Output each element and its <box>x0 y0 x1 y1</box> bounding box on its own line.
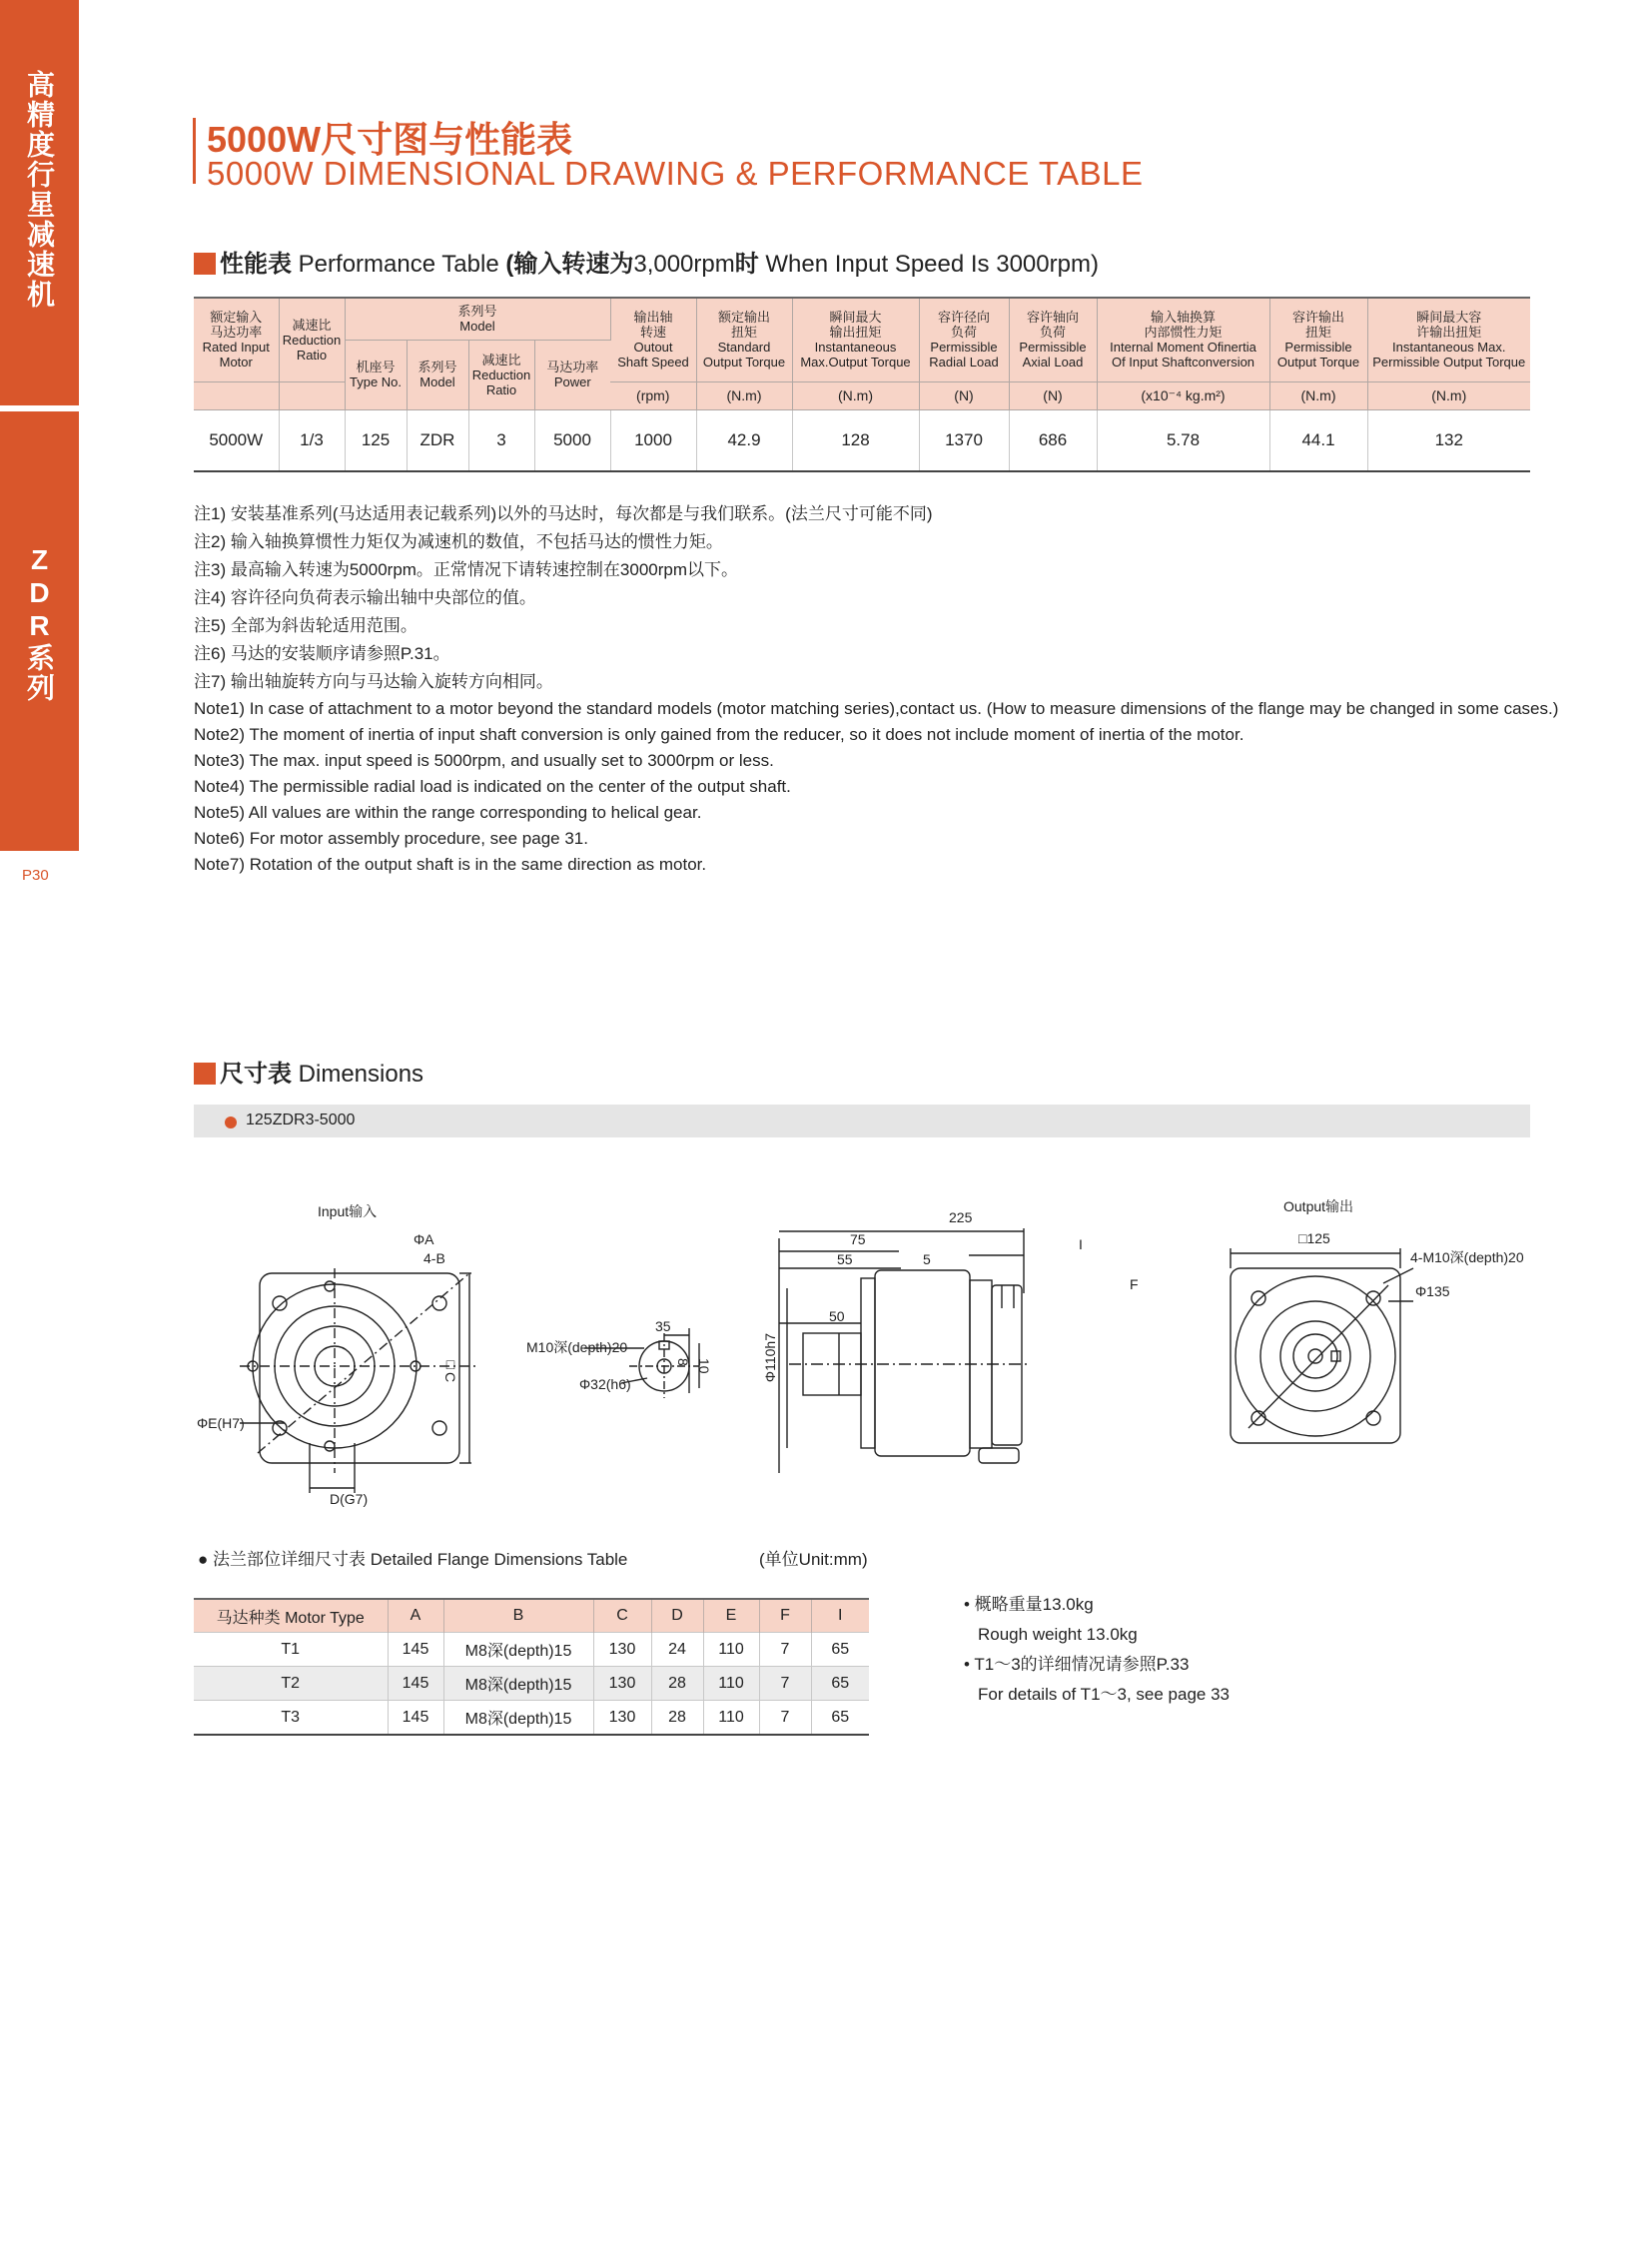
weight-notes <box>964 1590 1230 1710</box>
cell-reduction: 3 <box>468 409 534 471</box>
flange-cell: T3 <box>194 1701 388 1736</box>
sidebar-series-text: 高精度行星减速机 <box>24 70 55 310</box>
weight-en: Rough weight 13.0kg <box>978 1625 1138 1644</box>
flange-cell: 7 <box>759 1701 811 1736</box>
flange-cell: T1 <box>194 1633 388 1667</box>
flange-table-title: ● 法兰部位详细尺寸表 Detailed Flange Dimensions Table <box>198 1550 628 1569</box>
unit-permissible: (N.m) <box>1269 381 1367 409</box>
flange-cell: 65 <box>811 1667 869 1701</box>
note-line: 注6) 马达的安装顺序请参照P.31。 <box>194 644 450 663</box>
page-number: P30 <box>22 867 49 884</box>
unit-blank-1 <box>194 381 279 409</box>
dimensions-section-title: 尺寸表 Dimensions <box>194 1054 423 1089</box>
header-axial-load: 容许轴向 负荷 Permissible Axial Load <box>1009 298 1097 381</box>
cell-max: 132 <box>1434 429 1463 449</box>
weight-cn: • 概略重量13.0kg <box>964 1595 1094 1614</box>
unit-blank-2 <box>279 381 345 409</box>
note-line: Note7) Rotation of the output shaft is in the same direction as motor. <box>194 855 707 874</box>
note-line: Note1) In case of attachment to a motor beyond the standard models (motor matching series),contact us. (How to measure dimensions of the flange may be changed in some cases.) <box>194 699 1559 718</box>
flange-cell: T2 <box>194 1667 388 1701</box>
flange-header: D <box>651 1599 703 1633</box>
flange-cell: 65 <box>811 1633 869 1667</box>
performance-section-title: 性能表 Performance Table (输入转速为3,000rpm时 When Input Speed Is 3000rpm) <box>194 244 1099 279</box>
flange-header: F <box>759 1599 811 1633</box>
flange-cell: 110 <box>703 1701 759 1736</box>
cell-rated: 5000W <box>194 409 279 471</box>
flange-cell: 65 <box>811 1701 869 1736</box>
flange-cell: 110 <box>703 1667 759 1701</box>
flange-cell: M8深(depth)15 <box>443 1701 593 1736</box>
flange-cell: 130 <box>593 1667 651 1701</box>
header-instant-torque: 瞬间最大 输出扭矩 Instantaneous Max.Output Torque <box>792 298 919 381</box>
model-bar <box>194 1105 1530 1137</box>
d75-label: 75 <box>850 1231 866 1247</box>
unit-speed: (rpm) <box>610 381 696 409</box>
note-line: Note5) All values are within the range corresponding to helical gear. <box>194 803 702 822</box>
cell-power: 5000 <box>534 409 610 471</box>
note-line: 注7) 输出轴旋转方向与马达输入旋转方向相同。 <box>194 672 553 691</box>
flange-cell: M8深(depth)15 <box>443 1667 593 1701</box>
flange-cell: 24 <box>651 1633 703 1667</box>
di-label: I <box>1079 1236 1083 1252</box>
phi-a-label: ΦA <box>413 1231 434 1247</box>
d225-label: 225 <box>949 1209 973 1225</box>
model-name: 125ZDR3-5000 <box>246 1112 356 1128</box>
d5-label: 5 <box>923 1251 931 1267</box>
bullet-dot-icon <box>225 1117 237 1128</box>
flange-header: 马达种类 Motor Type <box>194 1599 388 1633</box>
cell-ratio: 1/3 <box>279 409 345 471</box>
table-row <box>194 1701 869 1736</box>
flange-header: A <box>388 1599 443 1633</box>
header-type-no: 机座号 Type No. <box>345 340 407 409</box>
flange-cell: 28 <box>651 1667 703 1701</box>
cell-speed: 1000 <box>610 409 696 471</box>
gearbox-body <box>875 1270 970 1456</box>
sidebar-zdr-text: ZDR系列 <box>24 544 55 703</box>
d10-label: 10 <box>696 1358 712 1374</box>
d35-label: 35 <box>655 1318 671 1334</box>
flange-table-unit: (单位Unit:mm) <box>759 1550 868 1569</box>
unit-axial: (N) <box>1009 381 1097 409</box>
header-max-permissible-torque: 瞬间最大容 许输出扭矩 Instantaneous Max. Permissible Output Torque <box>1367 298 1530 381</box>
cell-series: ZDR <box>407 409 468 471</box>
input-flange-side <box>992 1285 1022 1445</box>
flange-cell: 130 <box>593 1633 651 1667</box>
header-radial-load: 容许径向 负荷 Permissible Radial Load <box>919 298 1009 381</box>
page-title-en: 5000W DIMENSIONAL DRAWING & PERFORMANCE TABLE <box>207 155 1144 192</box>
note-line: Note2) The moment of inertia of input shaft conversion is only gained from the reducer, so it does not include moment of inertia of the motor. <box>194 725 1244 744</box>
unit-radial: (N) <box>919 381 1009 409</box>
header-power: 马达功率 Power <box>534 340 610 409</box>
output-label: Output输出 <box>1283 1198 1354 1214</box>
sq125-label: □125 <box>1298 1230 1330 1246</box>
flange-cell: 145 <box>388 1667 443 1701</box>
flange-header: I <box>811 1599 869 1633</box>
detail-cn: • T1～3的详细情况请参照P.33 <box>964 1655 1190 1674</box>
df-label: F <box>1130 1276 1139 1292</box>
unit-inertia: (x10⁻⁴ kg.m²) <box>1097 381 1269 409</box>
header-series: 系列号 Model <box>407 340 468 409</box>
cell-axial: 686 <box>1009 409 1097 471</box>
flange-cell: 130 <box>593 1701 651 1736</box>
cell-inertia: 5.78 <box>1097 409 1269 471</box>
cell-type: 125 <box>345 409 407 471</box>
header-shaft-speed: 输出轴 转速 Outout Shaft Speed <box>610 298 696 381</box>
b-label: 4-B <box>423 1250 445 1266</box>
page-title-cn: 5000W尺寸图与性能表 <box>207 119 573 160</box>
output-flange-outline <box>1231 1268 1400 1443</box>
unit-torque: (N.m) <box>696 381 792 409</box>
header-inertia: 输入轴换算 内部惯性力矩 Internal Moment Ofinertia Of Input Shaftconversion <box>1097 298 1269 381</box>
note-line: Note4) The permissible radial load is indicated on the center of the output shaft. <box>194 777 791 796</box>
flange-header: B <box>443 1599 593 1633</box>
d55-label: 55 <box>837 1251 853 1267</box>
notes-block <box>194 500 1558 878</box>
header-rated-power: 额定输入 马达功率 Rated Input Motor <box>194 298 279 381</box>
flange-cell: 145 <box>388 1633 443 1667</box>
note-line: 注4) 容许径向负荷表示输出轴中央部位的值。 <box>194 588 536 607</box>
unit-instant: (N.m) <box>792 381 919 409</box>
detail-en: For details of T1～3, see page 33 <box>978 1685 1231 1704</box>
table-row <box>194 1667 869 1701</box>
d-label: D(G7) <box>330 1491 369 1507</box>
note-line: 注1) 安装基准系列(马达适用表记载系列)以外的马达时，每次都是与我们联系。(法兰尺寸可能不同) <box>194 504 933 523</box>
section-square-icon <box>194 1063 216 1085</box>
flange-cell: 7 <box>759 1633 811 1667</box>
header-reduction: 减速比 Reduction Ratio <box>468 340 534 409</box>
header-model: 系列号 Model <box>345 298 610 340</box>
phi135-label: Φ135 <box>1415 1283 1450 1299</box>
unit-max: (N.m) <box>1367 381 1530 409</box>
note-line: Note6) For motor assembly procedure, see page 31. <box>194 829 588 848</box>
header-permissible-torque: 容许输出 扭矩 Permissible Output Torque <box>1269 298 1367 381</box>
header-reduction-ratio: 减速比 Reduction Ratio <box>279 298 345 381</box>
table-row <box>194 1633 869 1667</box>
flange-cell: 145 <box>388 1701 443 1736</box>
note-line: 注5) 全部为斜齿轮适用范围。 <box>194 616 417 635</box>
input-label: Input输入 <box>318 1203 378 1219</box>
phi32-label: Φ32(h6) <box>579 1376 631 1392</box>
flange-cell: 7 <box>759 1667 811 1701</box>
cell-instant: 128 <box>792 409 919 471</box>
table-row <box>194 409 1530 471</box>
flange-cell: M8深(depth)15 <box>443 1633 593 1667</box>
dimension-drawing <box>190 1173 1548 1533</box>
cell-radial: 1370 <box>919 409 1009 471</box>
m10-label: M10深(depth)20 <box>526 1339 628 1355</box>
note-line: 注2) 输入轴换算惯性力矩仅为减速机的数值，不包括马达的惯性力矩。 <box>194 532 723 551</box>
d8-label: 8 <box>675 1358 691 1366</box>
performance-table <box>194 297 1530 472</box>
section-square-icon <box>194 253 216 275</box>
flange-table <box>194 1598 869 1736</box>
m10-4-label: 4-M10深(depth)20 <box>1410 1249 1524 1265</box>
flange-header: C <box>593 1599 651 1633</box>
phi110-label: Φ110h7 <box>762 1333 778 1383</box>
note-line: 注3) 最高输入转速为5000rpm。正常情况下请转速控制在3000rpm以下。 <box>194 560 739 579</box>
flange-header: E <box>703 1599 759 1633</box>
header-standard-torque: 额定输出 扭矩 Standard Output Torque <box>696 298 792 381</box>
note-line: Note3) The max. input speed is 5000rpm, and usually set to 3000rpm or less. <box>194 751 774 770</box>
d50-label: 50 <box>829 1308 845 1324</box>
c-label: □C <box>442 1356 458 1383</box>
cell-permissible: 44.1 <box>1269 409 1367 471</box>
flange-cell: 110 <box>703 1633 759 1667</box>
phi-e-label: ΦE(H7) <box>197 1415 245 1431</box>
title-accent-bar <box>193 118 196 184</box>
flange-cell: 28 <box>651 1701 703 1736</box>
cell-torque: 42.9 <box>696 409 792 471</box>
